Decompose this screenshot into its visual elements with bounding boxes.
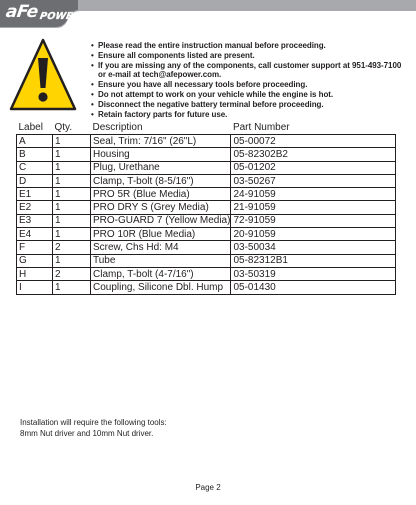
table-row bbox=[17, 267, 396, 280]
cell-label: E1 bbox=[17, 188, 53, 201]
cell-description: Clamp, T-bolt (4-7/16") bbox=[91, 267, 231, 280]
cell-description: PRO-GUARD 7 (Yellow Media) bbox=[91, 214, 231, 227]
cell-label: E4 bbox=[17, 228, 53, 241]
cell-part-number: 05-01202 bbox=[231, 161, 396, 174]
cell-label: G bbox=[17, 254, 53, 267]
cell-part-number: 03-50267 bbox=[231, 174, 396, 187]
cell-label: E2 bbox=[17, 201, 53, 214]
cell-qty: 1 bbox=[53, 214, 91, 227]
header-part-number: Part Number bbox=[232, 122, 290, 133]
cell-label: D bbox=[17, 174, 53, 187]
cell-label: A bbox=[17, 135, 53, 148]
cell-part-number: 05-00072 bbox=[231, 135, 396, 148]
header-qty: Qty. bbox=[54, 122, 73, 133]
cell-qty: 1 bbox=[53, 281, 91, 294]
cell-qty: 1 bbox=[53, 228, 91, 241]
cell-description: Housing bbox=[91, 148, 231, 161]
safety-note: • Disconnect the negative battery terminal before proceeding. bbox=[91, 100, 411, 110]
parts-table-body bbox=[17, 135, 396, 295]
parts-table bbox=[16, 122, 396, 295]
header-description: Description bbox=[92, 122, 143, 133]
cell-description: PRO 10R (Blue Media) bbox=[91, 228, 231, 241]
cell-label: C bbox=[17, 161, 53, 174]
table-row bbox=[17, 148, 396, 161]
safety-note: • Ensure you have all necessary tools before proceeding. bbox=[91, 80, 411, 90]
cell-qty: 2 bbox=[53, 241, 91, 254]
cell-part-number: 05-01430 bbox=[231, 281, 396, 294]
header-band bbox=[0, 0, 416, 32]
cell-description: Coupling, Silicone Dbl. Hump bbox=[91, 281, 231, 294]
cell-description: PRO 5R (Blue Media) bbox=[91, 188, 231, 201]
cell-part-number: 21-91059 bbox=[231, 201, 396, 214]
cell-part-number: 72-91059 bbox=[231, 214, 396, 227]
cell-label: F bbox=[17, 241, 53, 254]
cell-part-number: 05-82302B2 bbox=[231, 148, 396, 161]
cell-description: Clamp, T-bolt (8-5/16") bbox=[91, 174, 231, 187]
safety-notes-list bbox=[91, 41, 411, 119]
table-row bbox=[17, 174, 396, 187]
safety-note-continuation: or e-mail at tech@afepower.com. bbox=[98, 70, 222, 80]
table-header-row bbox=[17, 122, 396, 135]
table-row bbox=[17, 214, 396, 227]
cell-description: Plug, Urethane bbox=[91, 161, 231, 174]
cell-qty: 1 bbox=[53, 254, 91, 267]
table-row bbox=[17, 281, 396, 294]
parts-table-header bbox=[17, 122, 396, 135]
safety-note-text: If you are missing any of the components, call customer support at 951-493-7100 bbox=[98, 60, 402, 70]
cell-label: B bbox=[17, 148, 53, 161]
cell-label: H bbox=[17, 267, 53, 280]
cell-part-number: 20-91059 bbox=[231, 228, 396, 241]
cell-qty: 1 bbox=[53, 201, 91, 214]
cell-description: Seal, Trim: 7/16" (26"L) bbox=[91, 135, 231, 148]
safety-note: • Please read the entire instruction manual before proceeding. bbox=[91, 41, 411, 51]
cell-description: Screw, Chs Hd: M4 bbox=[91, 241, 231, 254]
warning-triangle-icon bbox=[8, 36, 78, 113]
cell-part-number: 24-91059 bbox=[231, 188, 396, 201]
afe-power-logo bbox=[6, 2, 80, 28]
table-row bbox=[17, 201, 396, 214]
cell-qty: 1 bbox=[53, 148, 91, 161]
cell-part-number: 03-50034 bbox=[231, 241, 396, 254]
table-row bbox=[17, 241, 396, 254]
table-row bbox=[17, 161, 396, 174]
logo-afe-text: aFe bbox=[4, 2, 40, 22]
cell-part-number: 05-82312B1 bbox=[231, 254, 396, 267]
cell-qty: 1 bbox=[53, 188, 91, 201]
cell-description: Tube bbox=[91, 254, 231, 267]
cell-qty: 1 bbox=[53, 161, 91, 174]
table-row bbox=[17, 135, 396, 148]
cell-description: PRO DRY S (Grey Media) bbox=[91, 201, 231, 214]
cell-part-number: 03-50319 bbox=[231, 267, 396, 280]
cell-qty: 1 bbox=[53, 135, 91, 148]
safety-note bbox=[91, 61, 411, 81]
required-tools-note bbox=[20, 418, 167, 439]
header-label: Label bbox=[18, 122, 43, 133]
cell-label: E3 bbox=[17, 214, 53, 227]
table-row bbox=[17, 188, 396, 201]
logo-power-text: POWER bbox=[38, 11, 82, 22]
safety-note: • Retain factory parts for future use. bbox=[91, 110, 411, 120]
page-number: Page 2 bbox=[195, 483, 221, 492]
cell-qty: 1 bbox=[53, 174, 91, 187]
table-row bbox=[17, 254, 396, 267]
tools-list-text: 8mm Nut driver and 10mm Nut driver. bbox=[20, 428, 154, 438]
tools-intro-text: Installation will require the following tools: bbox=[20, 418, 167, 427]
safety-note: • Do not attempt to work on your vehicle while the engine is hot. bbox=[91, 90, 411, 100]
cell-label: I bbox=[17, 281, 53, 294]
cell-qty: 2 bbox=[53, 267, 91, 280]
safety-note: • Ensure all components listed are present. bbox=[91, 51, 411, 61]
table-row bbox=[17, 228, 396, 241]
